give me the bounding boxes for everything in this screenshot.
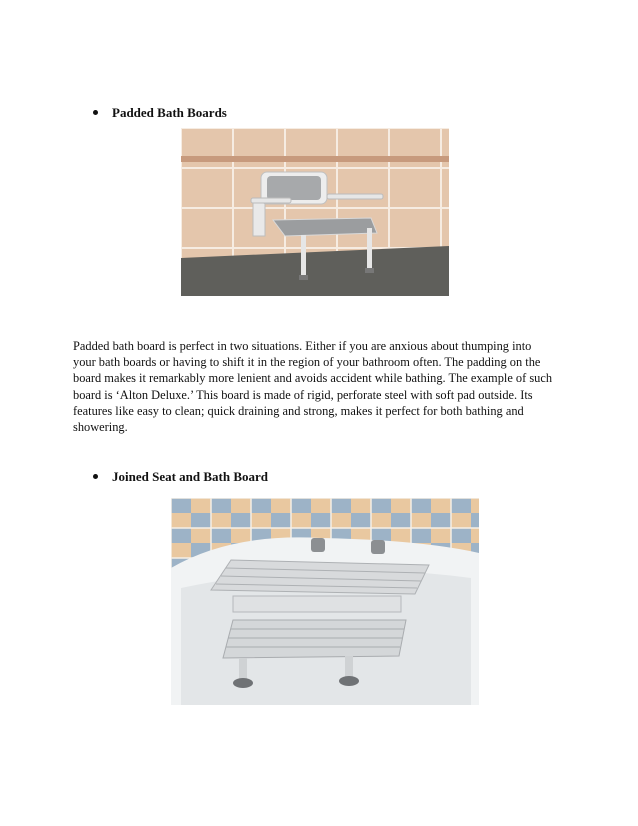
paragraph-line: Padded bath board is perfect in two situations. Either if you are anxious about thumping into [73, 339, 532, 353]
section-paragraph [73, 338, 565, 435]
bullet-heading-joined-seat [93, 469, 268, 485]
paragraph-line: your bath boards or having to shift it in the region of your bathroom often. The padding on the [73, 355, 541, 370]
heading-text: Joined Seat and Bath Board [112, 469, 269, 484]
bullet-heading-padded-bath-boards [93, 105, 227, 121]
paragraph-line: features like easy to clean; quick draining and strong, makes it perfect for both bathing and [73, 403, 524, 418]
paragraph-line: showering. [73, 420, 128, 435]
padded-seat-photo [181, 128, 449, 296]
paragraph-line: board makes it remarkably more lenient and avoids accident while bathing. The example of such [73, 371, 553, 386]
paragraph-line: board is ‘Alton Deluxe.’ This board is made of rigid, perforate steel with soft pad outside. Its [73, 387, 533, 402]
bullet-icon [93, 474, 98, 479]
joined-seat-photo [171, 498, 479, 705]
heading-text: Padded Bath Boards [112, 105, 227, 120]
bullet-icon [93, 110, 98, 115]
